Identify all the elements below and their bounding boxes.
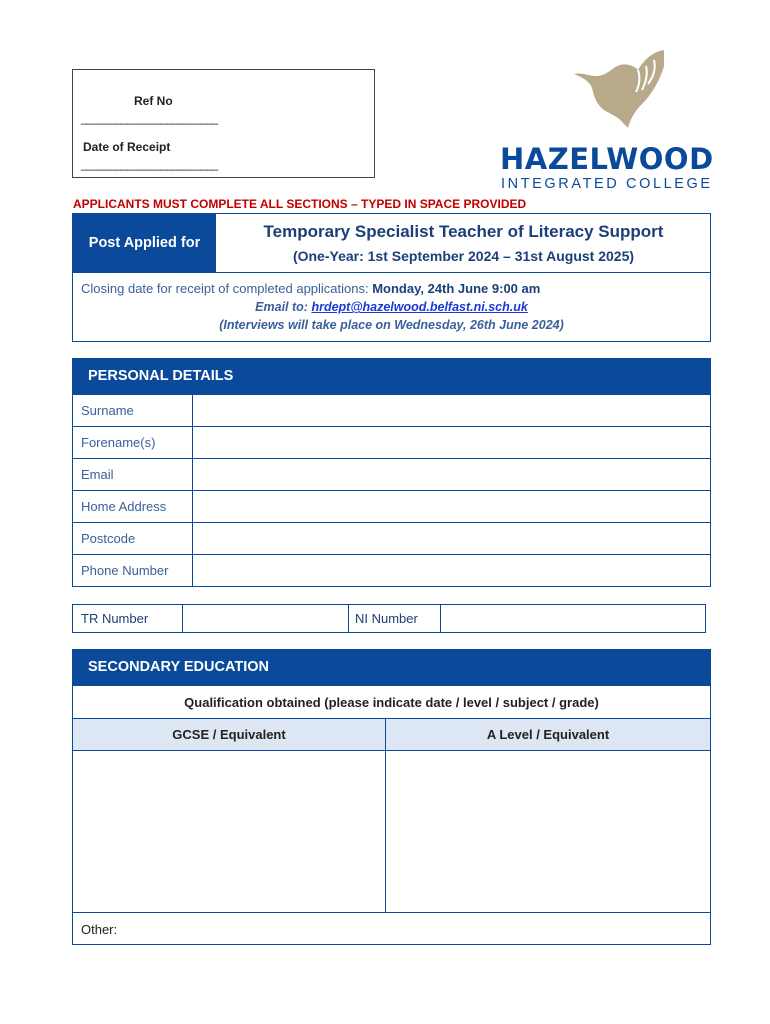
home-address-field[interactable]	[192, 491, 710, 522]
tr-number-field[interactable]	[182, 605, 349, 632]
home-address-label: Home Address	[81, 499, 167, 514]
ref-no-line: ________________________	[81, 111, 218, 125]
postcode-label: Postcode	[81, 531, 136, 546]
logo-subtitle: INTEGRATED COLLEGE	[501, 176, 713, 192]
logo-name: HAZELWOOD	[500, 142, 714, 176]
email-prefix: Email to:	[255, 300, 312, 314]
tr-number-label: TR Number	[81, 611, 149, 626]
forenames-field[interactable]	[192, 427, 710, 458]
post-title: Temporary Specialist Teacher of Literacy Support	[263, 222, 664, 241]
table-row	[73, 395, 710, 426]
closing-date-text	[81, 281, 540, 296]
alevel-column-header: A Level / Equivalent	[486, 727, 610, 742]
table-row	[73, 522, 710, 554]
email-field[interactable]	[192, 459, 710, 490]
phone-number-label: Phone Number	[81, 563, 169, 578]
date-of-receipt-line: ________________________	[81, 157, 218, 171]
other-qualifications-field[interactable]	[73, 912, 710, 945]
table-row	[73, 490, 710, 522]
closing-date-prefix: Closing date for receipt of completed applications:	[81, 281, 373, 296]
date-of-receipt-label: Date of Receipt	[83, 140, 171, 154]
email-line	[73, 300, 710, 314]
ni-number-label: NI Number	[355, 611, 418, 626]
table-row	[73, 554, 710, 586]
interviews-note: (Interviews will take place on Wednesday, 26th June 2024)	[219, 318, 564, 332]
phone-number-field[interactable]	[192, 555, 710, 586]
post-applied-label: Post Applied for	[73, 214, 216, 272]
divider	[73, 272, 710, 273]
personal-details-table	[72, 394, 711, 587]
forenames-label: Forename(s)	[81, 435, 156, 450]
office-use-box	[72, 69, 375, 178]
surname-label: Surname	[81, 403, 134, 418]
gcse-column-header: GCSE / Equivalent	[172, 727, 286, 742]
other-label: Other:	[81, 921, 118, 937]
table-row	[73, 458, 710, 490]
secondary-education-table	[72, 685, 711, 945]
gcse-entry-field[interactable]	[73, 751, 385, 912]
column-divider	[385, 718, 386, 912]
secondary-education-header: SECONDARY EDUCATION	[72, 649, 711, 685]
id-numbers-row	[72, 604, 706, 633]
post-dates: (One-Year: 1st September 2024 – 31st August 2025)	[292, 248, 635, 264]
ref-no-label: Ref No	[134, 94, 173, 108]
alevel-entry-field[interactable]	[386, 751, 710, 912]
surname-field[interactable]	[192, 395, 710, 426]
ni-number-field[interactable]	[440, 605, 707, 632]
postcode-field[interactable]	[192, 523, 710, 554]
email-label: Email	[81, 467, 114, 482]
email-link[interactable]: hrdept@hazelwood.belfast.ni.sch.uk	[311, 300, 528, 314]
personal-details-header: PERSONAL DETAILS	[72, 358, 711, 394]
closing-date-value: Monday, 24th June 9:00 am	[372, 281, 541, 296]
qualification-label: Qualification obtained (please indicate date / level / subject / grade)	[184, 694, 599, 710]
column-headers	[73, 718, 710, 751]
dove-icon	[566, 46, 666, 130]
table-row	[73, 426, 710, 458]
post-applied-box	[72, 213, 711, 342]
instruction-text: APPLICANTS MUST COMPLETE ALL SECTIONS – TYPED IN SPACE PROVIDED	[73, 197, 527, 211]
college-logo	[500, 46, 730, 196]
